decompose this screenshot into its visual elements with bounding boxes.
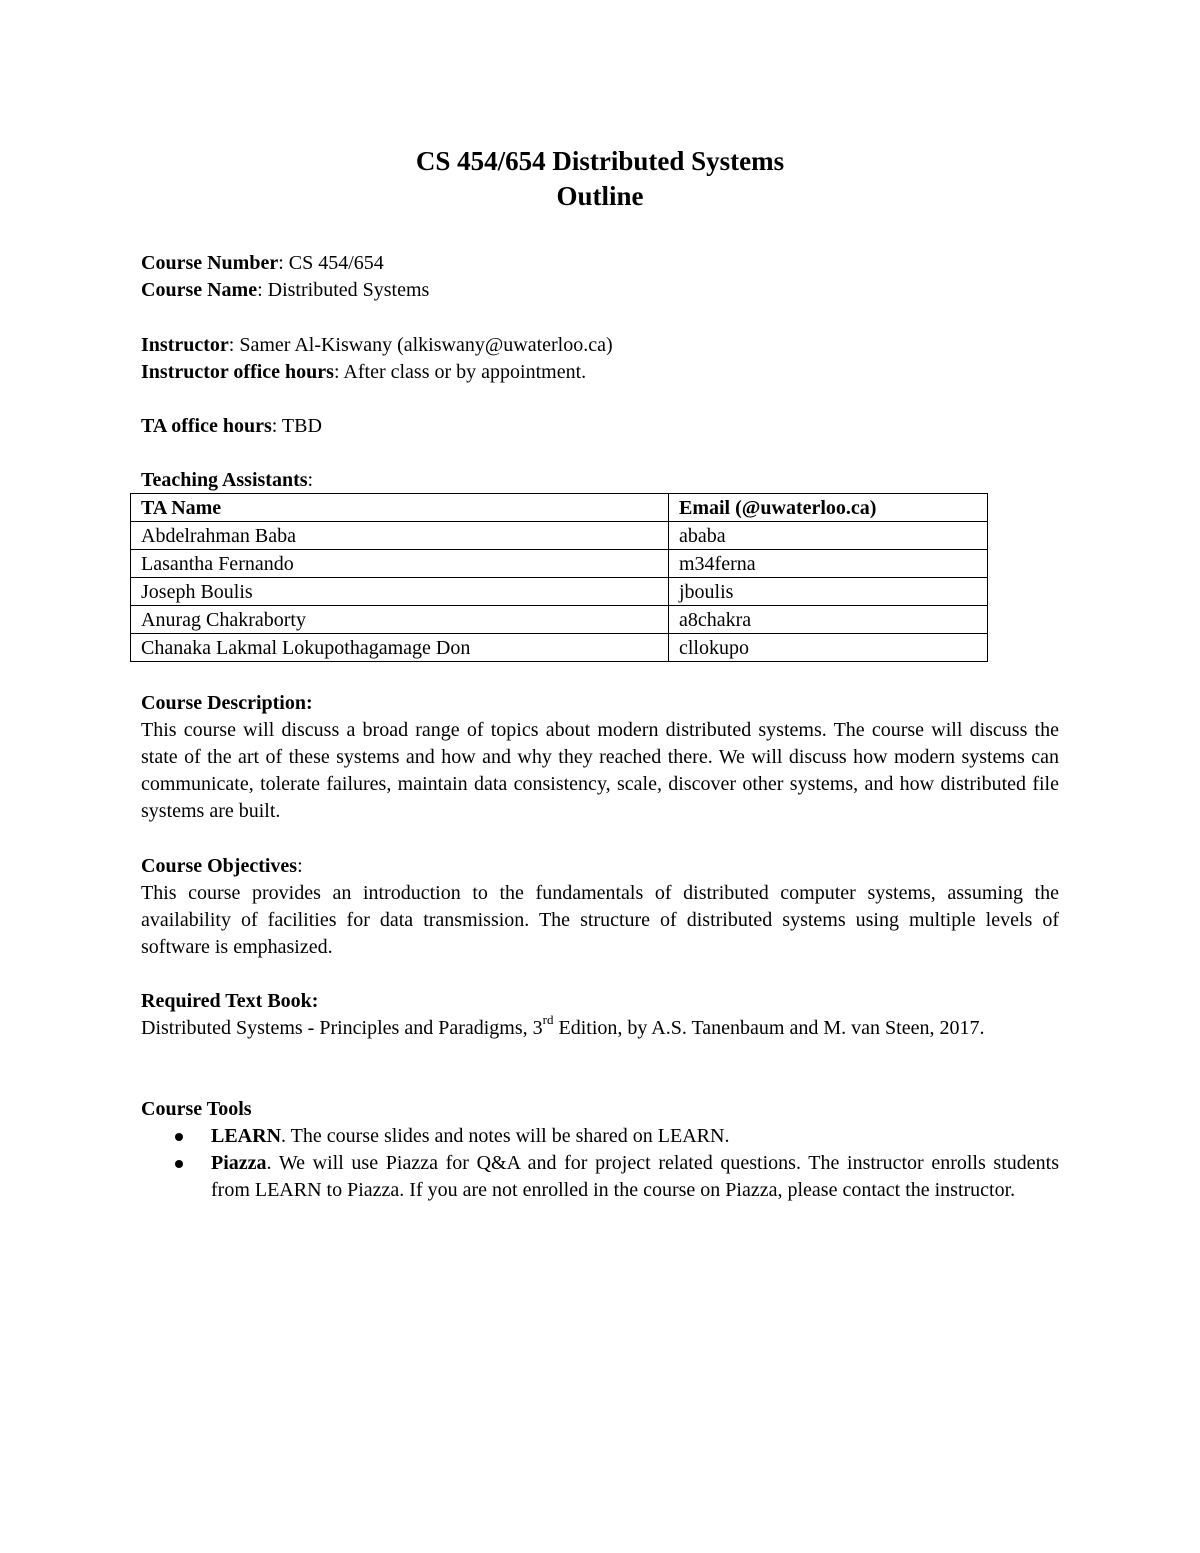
ta-email-cell: cllokupo: [669, 634, 988, 662]
ta-email-cell: a8chakra: [669, 606, 988, 634]
course-name-line: [141, 277, 1059, 304]
tool-name: LEARN: [211, 1125, 282, 1147]
textbook-text: [141, 1012, 1059, 1042]
table-row: [131, 522, 988, 550]
course-objectives-heading: [141, 853, 1059, 880]
ta-office-hours-line: [141, 413, 1059, 440]
table-row: [131, 634, 988, 662]
course-description-text: This course will discuss a broad range of topics about modern distributed systems. The course will discuss the state of the art of these systems and how and why they reached there. We will discuss how modern systems can communicate, tolerate failures, maintain data consistency, scale, discover other systems, and how distributed file systems are built.: [141, 719, 1059, 822]
textbook-text-before: Distributed Systems - Principles and Paradigms, 3: [141, 1017, 543, 1039]
course-objectives-section: [141, 853, 1059, 961]
course-name-value: : Distributed Systems: [257, 279, 430, 301]
course-tools-list: [141, 1123, 1059, 1204]
ta-name-cell: Chanaka Lakmal Lokupothagamage Don: [131, 634, 669, 662]
instructor-office-hours-line: [141, 359, 1059, 386]
tool-description: . We will use Piazza for Q&A and for project related questions. The instructor enrolls students from LEARN to Piazza. If you are not enrolled in the course on Piazza, please contact the instructor.: [211, 1152, 1059, 1201]
textbook-section: [141, 988, 1059, 1042]
teaching-assistants-label: Teaching Assistants: [141, 469, 308, 491]
course-objectives-label: Course Objectives: [141, 855, 298, 877]
ta-table-header-row: [131, 494, 988, 522]
table-row: [131, 578, 988, 606]
course-number-line: [141, 250, 1059, 277]
table-row: [131, 606, 988, 634]
tool-description: . The course slides and notes will be shared on LEARN.: [281, 1125, 730, 1147]
course-number-value: : CS 454/654: [278, 252, 384, 274]
ta-table: [130, 493, 988, 662]
list-item: [141, 1150, 1059, 1204]
course-description-section: [141, 690, 1059, 825]
title-line-1: CS 454/654 Distributed Systems: [415, 146, 785, 176]
instructor-label: Instructor: [141, 334, 229, 356]
table-row: [131, 550, 988, 578]
tool-name: Piazza: [211, 1152, 267, 1174]
ta-email-cell: jboulis: [669, 578, 988, 606]
bullet-icon: [175, 1160, 183, 1168]
course-number-label: Course Number: [141, 252, 279, 274]
textbook-heading: Required Text Book:: [141, 990, 319, 1012]
document-title: [141, 144, 1059, 214]
ta-name-cell: Joseph Boulis: [131, 578, 669, 606]
ta-email-cell: m34ferna: [669, 550, 988, 578]
teaching-assistants-suffix: :: [307, 469, 314, 491]
teaching-assistants-heading: [141, 467, 1059, 494]
ta-name-cell: Abdelrahman Baba: [131, 522, 669, 550]
ta-email-header: Email (@uwaterloo.ca): [669, 494, 988, 522]
ta-name-cell: Lasantha Fernando: [131, 550, 669, 578]
ta-email-cell: ababa: [669, 522, 988, 550]
textbook-text-after: Edition, by A.S. Tanenbaum and M. van Steen, 2017.: [553, 1017, 985, 1039]
title-line-2: Outline: [556, 181, 644, 211]
ta-office-hours-value: : TBD: [271, 415, 322, 437]
course-name-label: Course Name: [141, 279, 258, 301]
textbook-superscript: rd: [542, 1012, 554, 1028]
instructor-office-hours-value: : After class or by appointment.: [333, 361, 587, 383]
course-description-heading: Course Description:: [141, 692, 313, 714]
instructor-value: : Samer Al-Kiswany (alkiswany@uwaterloo.ca): [228, 334, 613, 356]
ta-office-hours-label: TA office hours: [141, 415, 272, 437]
ta-name-cell: Anurag Chakraborty: [131, 606, 669, 634]
instructor-office-hours-label: Instructor office hours: [141, 361, 334, 383]
course-objectives-text: This course provides an introduction to the fundamentals of distributed computer systems, assuming the availability of facilities for data transmission. The structure of distributed systems using multiple levels of software is emphasized.: [141, 882, 1059, 958]
instructor-line: [141, 332, 1059, 359]
list-item: [141, 1123, 1059, 1150]
bullet-icon: [175, 1133, 183, 1141]
ta-name-header: TA Name: [131, 494, 669, 522]
course-tools-heading: Course Tools: [141, 1098, 252, 1120]
course-objectives-suffix: :: [297, 855, 303, 877]
course-tools-section: [141, 1096, 1059, 1204]
